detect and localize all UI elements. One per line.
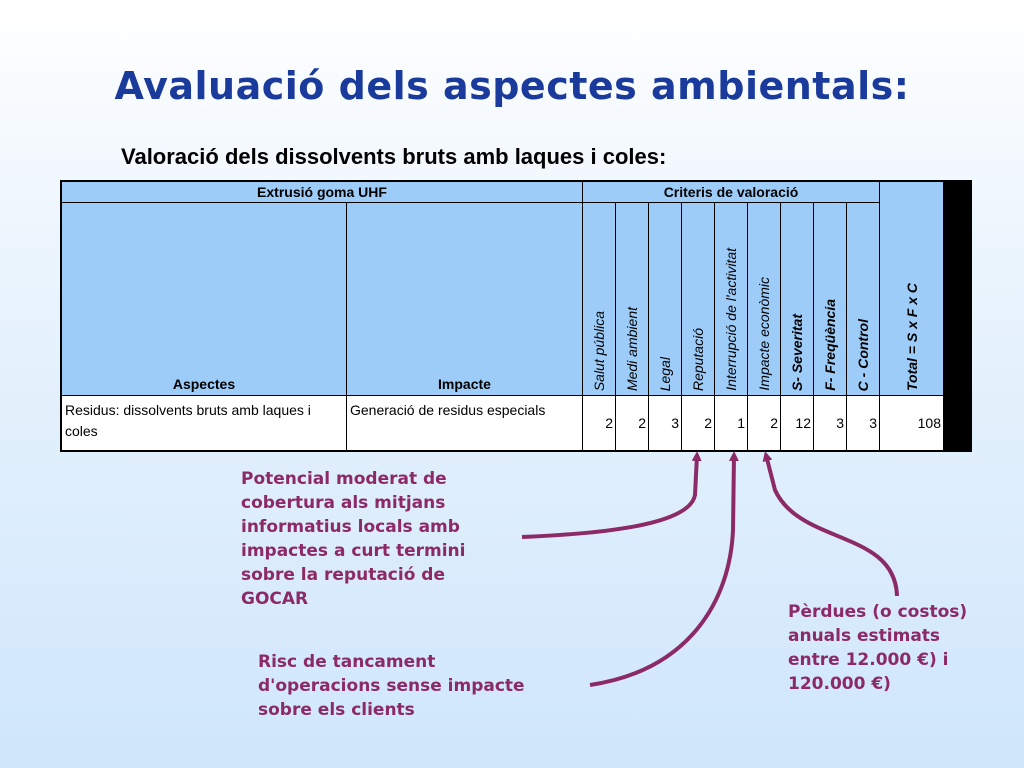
value-interrupcio: 1 bbox=[715, 396, 748, 450]
row-impacte: Generació de residus especials bbox=[347, 396, 583, 450]
header-reputacio: Reputació bbox=[682, 203, 715, 396]
header-severitat: S- Severitat bbox=[781, 203, 814, 396]
value-severitat: 12 bbox=[781, 396, 814, 450]
value-reputacio: 2 bbox=[682, 396, 715, 450]
value-frequencia: 3 bbox=[814, 396, 847, 450]
header-aspectes: Aspectes bbox=[62, 203, 347, 396]
value-legal: 3 bbox=[649, 396, 682, 450]
arrow-to-economic bbox=[766, 455, 897, 596]
header-impacte-economic: Impacte econòmic bbox=[748, 203, 781, 396]
annotation-interrupcio: Risc de tancament d'operacions sense impacte sobre els clients bbox=[258, 652, 525, 720]
header-interrupcio: Interrupció de l'activitat bbox=[715, 203, 748, 396]
header-total-label: Total = S x F x C bbox=[903, 282, 920, 391]
arrow-to-interrupcio bbox=[590, 455, 734, 685]
header-frequencia: F- Freqüència bbox=[814, 203, 847, 396]
header-control: C - Control bbox=[847, 203, 880, 396]
group-header-criteris: Criteris de valoració bbox=[583, 182, 880, 203]
arrow-to-reputacio bbox=[522, 455, 697, 537]
slide-title: Avaluació dels aspectes ambientals: bbox=[114, 64, 910, 108]
value-impacte-economic: 2 bbox=[748, 396, 781, 450]
header-salut-publica: Salut pública bbox=[583, 203, 616, 396]
header-impacte: Impacte bbox=[347, 203, 583, 396]
annotation-reputacio: Potencial moderat de cobertura als mitjans informatius locals amb impactes a curt termini sobre la reputació de GOCAR bbox=[241, 469, 466, 609]
header-legal: Legal bbox=[649, 203, 682, 396]
group-header-extrusio: Extrusió goma UHF bbox=[62, 182, 583, 203]
value-control: 3 bbox=[847, 396, 880, 450]
row-aspecte: Residus: dissolvents bruts amb laques i coles bbox=[62, 396, 347, 450]
header-medi-ambient: Medi ambient bbox=[616, 203, 649, 396]
value-salut-publica: 2 bbox=[583, 396, 616, 450]
slide-subtitle: Valoració dels dissolvents bruts amb laques i coles: bbox=[121, 144, 667, 169]
annotation-economic: Pèrdues (o costos) anuals estimats entre 12.000 €) i 120.000 €) bbox=[788, 602, 968, 694]
value-medi-ambient: 2 bbox=[616, 396, 649, 450]
value-total: 108 bbox=[880, 396, 943, 450]
